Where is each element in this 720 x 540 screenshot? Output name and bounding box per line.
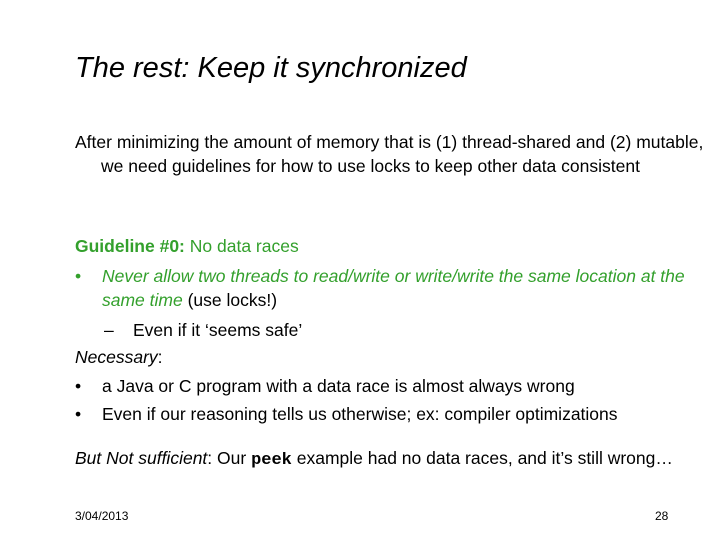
- intro-paragraph: After minimizing the amount of memory that is (1) thread-shared and (2) mutable, we need guidelines for how to use locks to keep other data consistent: [75, 132, 704, 176]
- bullet-text: [102, 264, 702, 312]
- closing-paragraph: [75, 446, 720, 473]
- bullet-marker: •: [75, 266, 82, 286]
- closing-italic: But Not sufficient: [75, 448, 208, 468]
- code-peek: peek: [251, 451, 292, 470]
- sub-bullet-marker: –: [104, 320, 114, 340]
- necessary-heading: [75, 345, 700, 369]
- guideline-heading: [75, 234, 700, 258]
- bullet-text: Even if our reasoning tells us otherwise; ex: compiler optimizations: [102, 404, 618, 424]
- necessary-colon: :: [157, 347, 163, 367]
- closing-text-a: : Our: [207, 448, 252, 468]
- slide-title: The rest: Keep it synchronized: [75, 52, 467, 84]
- guideline-label: Guideline #0:: [75, 236, 185, 256]
- necessary-label: Necessary: [75, 347, 158, 367]
- closing-text-b: example had no data races, and it’s still wrong…: [291, 448, 673, 468]
- bullet-marker: •: [75, 404, 82, 424]
- bullet-text: a Java or C program with a data race is almost always wrong: [102, 376, 575, 396]
- sub-bullet-text: Even if it ‘seems safe’: [133, 320, 303, 340]
- page-number: 28: [655, 509, 669, 523]
- bullet-italic-text: Never allow two threads to read/write or write/write the same location at the same time: [102, 266, 685, 310]
- guideline-text: No data races: [184, 236, 299, 256]
- bullet-marker: •: [75, 376, 82, 396]
- footer-date: 3/04/2013: [75, 509, 129, 523]
- bullet-plain-text: (use locks!): [182, 290, 278, 310]
